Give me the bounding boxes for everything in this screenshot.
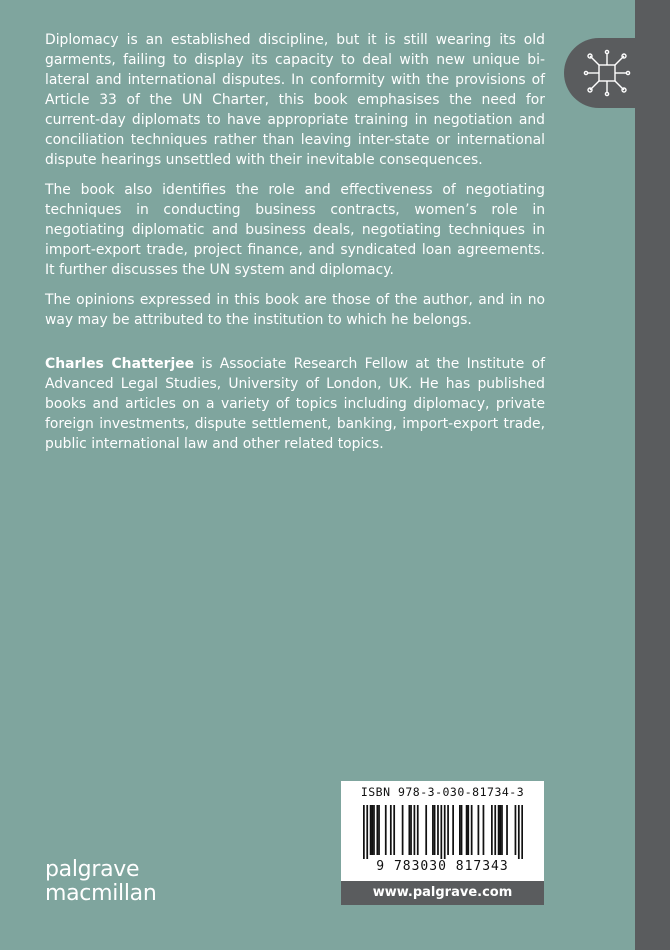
blurb-paragraph-1: Diplomacy is an established discipline, but it is still wearing its old garments, failing to display its capacity to deal with new unique bi-lateral and international disputes. In conformity with the provisions of Article 33 of the UN Charter, this book emphasises the need for current-day diplomats to have appropriate training in negotiation and conciliation techniques rather than leaving inter-state or international dispute hearings unsettled with their inevitable consequences. xyxy=(45,32,545,168)
barcode-bar xyxy=(452,805,454,855)
publisher-logo-line1: palgrave xyxy=(45,857,140,882)
logo-tab xyxy=(564,38,670,108)
barcode-icon xyxy=(363,805,523,859)
barcode-bar xyxy=(521,805,523,859)
barcode-bar xyxy=(385,805,387,855)
barcode-bar xyxy=(478,805,480,855)
blurb-text xyxy=(45,30,545,464)
barcode-bar xyxy=(402,805,404,855)
blurb-paragraph-2: The book also identifies the role and effectiveness of negotiating techniques in conducting business contracts, women’s role in negotiating diplomatic and business deals, negotiating techniques in import-export trade, project finance, and syndicated loan agreements. It further discusses the UN system and diplomacy. xyxy=(45,182,545,278)
barcode-bar xyxy=(390,805,392,855)
spine-strip xyxy=(635,0,670,950)
barcode-bar xyxy=(491,805,493,855)
barcode-bar xyxy=(467,805,469,855)
barcode-bar xyxy=(366,805,368,859)
barcode-bar xyxy=(425,805,427,855)
barcode-bar xyxy=(501,805,503,855)
barcode-bar xyxy=(466,805,468,855)
barcode-bar xyxy=(434,805,436,855)
barcode-block xyxy=(341,781,544,881)
barcode-bar xyxy=(371,805,373,855)
blurb-paragraph-3: The opinions expressed in this book are those of the author, and in no way may be attributed to the institution to which he belongs. xyxy=(45,292,545,328)
barcode-bar xyxy=(370,805,372,855)
author-bio xyxy=(45,354,545,454)
barcode-bar xyxy=(432,805,434,855)
barcode-bar xyxy=(515,805,517,855)
author-name: Charles Chatterjee xyxy=(45,356,195,372)
barcode-bar xyxy=(437,805,439,855)
barcode-bar xyxy=(444,805,446,859)
barcode-bar xyxy=(506,805,508,855)
barcode-bar xyxy=(417,805,419,855)
barcode-bar xyxy=(518,805,520,859)
barcode-bar xyxy=(410,805,412,855)
barcode-bar xyxy=(461,805,463,855)
isbn-label: ISBN 978-3-030-81734-3 xyxy=(360,785,525,799)
barcode-bar xyxy=(499,805,501,855)
network-node-icon xyxy=(582,48,632,98)
barcode-bar xyxy=(393,805,395,855)
barcode-bar xyxy=(414,805,416,855)
barcode-bar xyxy=(494,805,496,855)
barcode-bar xyxy=(363,805,365,859)
barcode-bar xyxy=(373,805,375,855)
barcode-bar xyxy=(447,805,449,855)
barcode-bar xyxy=(376,805,378,855)
barcode-bar xyxy=(471,805,473,855)
barcode-bar xyxy=(498,805,500,855)
barcode-bar xyxy=(408,805,410,855)
barcode-digits: 9 783030 817343 xyxy=(376,859,509,874)
barcode-bar xyxy=(483,805,485,855)
publisher-url: www.palgrave.com xyxy=(341,881,544,905)
barcode-bar xyxy=(378,805,380,855)
author-bio-text: is Associate Research Fellow at the Institute of Advanced Legal Studies, University of London, UK. He has published books and articles on a variety of topics including diplomacy, private foreign investments, dispute settlement, banking, import-export trade, public international law and other related topics. xyxy=(45,356,545,452)
barcode-bar xyxy=(440,805,442,859)
barcode-bar xyxy=(459,805,461,855)
publisher-logo xyxy=(45,858,157,906)
publisher-logo-line2: macmillan xyxy=(45,881,157,906)
